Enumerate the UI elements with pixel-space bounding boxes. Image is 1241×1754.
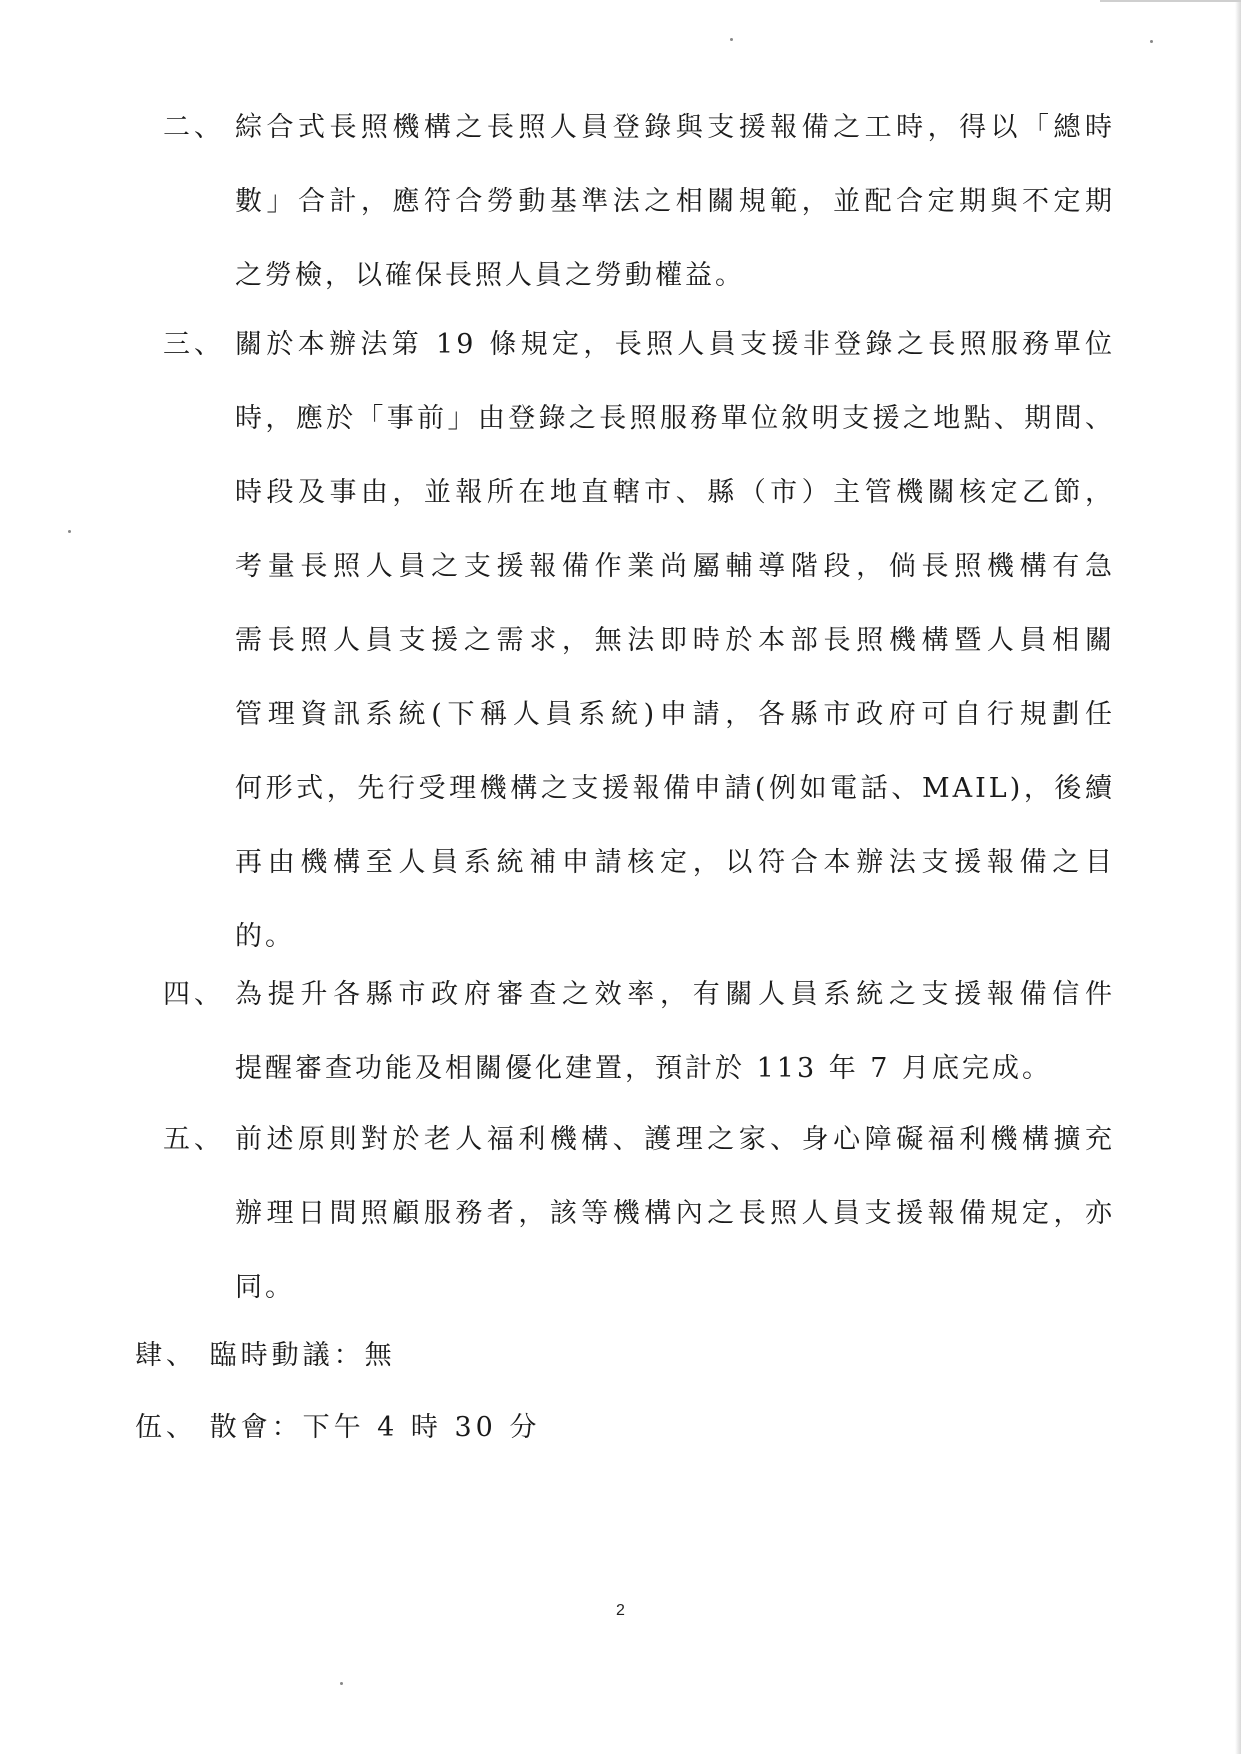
scan-top-line [1100, 0, 1241, 2]
item-body [235, 1120, 1115, 1342]
item-body [235, 975, 1115, 1123]
paragraph-line: 提醒審查功能及相關優化建置，預計於 113 年 7 月底完成。 [235, 1053, 1053, 1084]
paragraph-line: 同。 [235, 1272, 295, 1303]
scan-speck [68, 530, 71, 533]
item-marker: 五、 [163, 1124, 225, 1155]
item-marker: 二、 [163, 112, 225, 143]
paragraph-line: 數」合計，應符合勞動基準法之相關規範，並配合定期與不定期 [235, 186, 1115, 217]
item-body [235, 325, 1115, 991]
section-heading-4: 肆、 臨時動議：無 [135, 1340, 396, 1371]
item-marker: 三、 [163, 329, 225, 360]
paragraph-line: 何形式，先行受理機構之支援報備申請(例如電話、MAIL)，後續 [235, 773, 1115, 804]
item-marker: 四、 [163, 979, 225, 1010]
paragraph-line: 時段及事由，並報所在地直轄市、縣（市）主管機關核定乙節， [235, 477, 1115, 508]
scan-speck [340, 1682, 343, 1685]
paragraph-line: 考量長照人員之支援報備作業尚屬輔導階段，倘長照機構有急 [235, 551, 1115, 582]
paragraph-line: 綜合式長照機構之長照人員登錄與支援報備之工時，得以「總時 [235, 112, 1115, 143]
paragraph-line: 前述原則對於老人福利機構、護理之家、身心障礙福利機構擴充 [235, 1124, 1115, 1155]
scan-speck [730, 38, 733, 41]
paragraph-line: 關於本辦法第 19 條規定，長照人員支援非登錄之長照服務單位 [235, 329, 1115, 360]
paragraph-line: 需長照人員支援之需求，無法即時於本部長照機構暨人員相關 [235, 625, 1115, 656]
item-body [235, 108, 1115, 330]
paragraph-line: 辦理日間照顧服務者，該等機構內之長照人員支援報備規定，亦 [235, 1198, 1115, 1229]
paragraph-line: 的。 [235, 921, 295, 952]
paragraph-line: 為提升各縣市政府審查之效率，有關人員系統之支援報備信件 [235, 979, 1115, 1010]
scan-speck [1150, 40, 1153, 43]
section-heading-5: 伍、 散會：下午 4 時 30 分 [135, 1412, 541, 1443]
scan-edge-shadow [1235, 0, 1241, 1754]
paragraph-line: 之勞檢，以確保長照人員之勞動權益。 [235, 260, 745, 291]
paragraph-line: 再由機構至人員系統補申請核定，以符合本辦法支援報備之目 [235, 847, 1115, 878]
paragraph-line: 時，應於「事前」由登錄之長照服務單位敘明支援之地點、期間、 [235, 403, 1115, 434]
paragraph-line: 管理資訊系統(下稱人員系統)申請，各縣市政府可自行規劃任 [235, 699, 1115, 730]
page-number: 2 [616, 1602, 625, 1619]
